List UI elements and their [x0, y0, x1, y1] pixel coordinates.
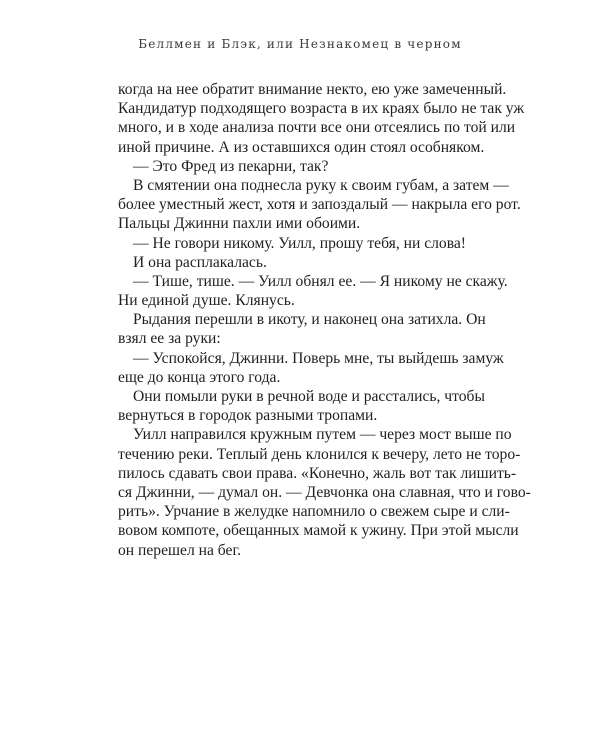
text-line: — Успокойся, Джинни. Поверь мне, ты выйдешь замуж: [133, 349, 504, 367]
text-line: Рыдания перешли в икоту, и наконец она затихла. Он: [133, 311, 486, 329]
text-line: Кандидатур подходящего возраста в их краях было не так уж: [118, 100, 525, 118]
text-line: Уилл направился кружным путем — через мост выше по: [133, 426, 512, 444]
text-line: более уместный жест, хотя и запоздалый — накрыла его рот.: [118, 196, 521, 214]
text-line: Пальцы Джинни пахли ими обоими.: [118, 215, 361, 233]
text-line: В смятении она поднесла руку к своим губам, а затем —: [133, 176, 509, 194]
running-title: Беллмен и Блэк, или Незнакомец в черном: [138, 37, 462, 51]
text-line: иной причине. А из оставшихся один стоял особняком.: [118, 138, 485, 156]
text-line: течению реки. Теплый день клонился к вечеру, лето не торо-: [118, 445, 521, 463]
text-line: взял ее за руки:: [118, 330, 221, 348]
body-text: [118, 80, 531, 560]
text-line: рить». Урчание в желудке напомнило о свежем сыре и сли-: [118, 503, 510, 521]
text-line: — Не говори никому. Уилл, прошу тебя, ни слова!: [133, 234, 466, 252]
text-line: вовом компоте, обещанных мамой к ужину. При этой мысли: [118, 522, 519, 540]
text-line: вернуться в городок разными тропами.: [118, 407, 378, 425]
text-line: И она расплакалась.: [133, 253, 267, 271]
text-line: когда на нее обратит внимание некто, ею уже замеченный.: [118, 81, 507, 98]
text-line: — Это Фред из пекарни, так?: [133, 157, 329, 175]
text-line: ся Джинни, — думал он. — Девчонка она славная, что и гово-: [118, 483, 531, 501]
text-line: еще до конца этого года.: [118, 368, 281, 386]
text-line: Ни единой душе. Клянусь.: [118, 292, 295, 310]
text-line: он перешел на бег.: [118, 541, 241, 559]
text-line: много, и в ходе анализа почти все они отсеялись по той или: [118, 119, 516, 137]
text-line: пилось сдавать свои права. «Конечно, жаль вот так лишить-: [118, 464, 517, 482]
text-line: — Тише, тише. — Уилл обнял ее. — Я никому не скажу.: [133, 272, 508, 290]
text-line: Они помыли руки в речной воде и расстались, чтобы: [133, 388, 485, 405]
